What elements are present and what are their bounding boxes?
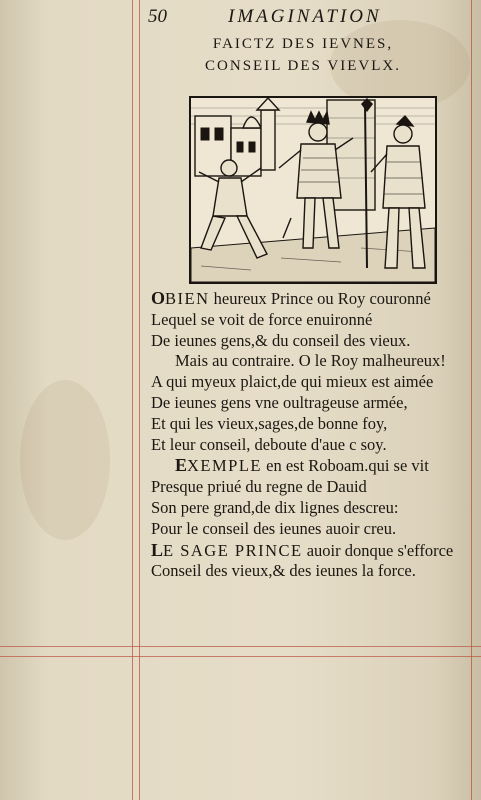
running-title: IMAGINATION [228, 6, 382, 27]
verse-smallcaps: BIEN [165, 289, 210, 308]
verse-line [151, 435, 476, 456]
verse-line [151, 561, 476, 582]
verse-initial: O [151, 288, 166, 308]
verse-line [151, 540, 476, 562]
verse-line [151, 455, 476, 477]
verse-text: Lequel se voit de force enuironné [151, 309, 373, 329]
verse-text: en est Roboam.qui se vit [262, 456, 429, 476]
verse-text: heureux Prince ou Roy couronné [209, 289, 431, 308]
verse-text: Et qui les vieux,sages,de bonne foy, [151, 413, 388, 433]
motto-line-1: FAICTZ DES IEVNES, [212, 36, 394, 52]
verse-line [151, 288, 476, 310]
woodcut-illustration [189, 96, 437, 284]
verse-block [151, 288, 476, 582]
verse-line [151, 477, 476, 498]
margin-rule-left-inner [139, 0, 140, 800]
verse-smallcaps: E SAGE PRINCE [163, 540, 303, 560]
verse-text: Presque priué du regne de Dauid [151, 477, 367, 497]
margin-rule-left [132, 0, 133, 800]
verse-text: Mais au contraire. O le Roy malheureux! [175, 351, 446, 371]
verse-text: A qui myeux plaict,de qui mieux est aimée [151, 372, 434, 392]
motto-line-2: CONSEIL DES VIEVLX. [205, 58, 401, 74]
page-number: 50 [148, 6, 167, 27]
woodcut-drawing [191, 98, 435, 282]
verse-text: Son pere grand,de dix lignes descreu: [151, 497, 399, 517]
verse-text: De ieunes gens,& du conseil des vieux. [151, 330, 411, 350]
verse-text: Pour le conseil des ieunes auoir creu. [151, 518, 397, 538]
verse-text: auoir donque s'efforce [302, 540, 454, 560]
verse-smallcaps: XEMPLE [187, 456, 263, 476]
paper-stain [20, 380, 110, 540]
verse-initial: L [151, 539, 164, 560]
verse-line [151, 414, 476, 435]
margin-rule-bottom-inner [0, 656, 481, 657]
verse-text: Et leur conseil, deboute d'aue c soy. [151, 434, 387, 454]
margin-rule-bottom [0, 646, 481, 647]
verse-initial: E [175, 455, 188, 476]
verse-line [151, 351, 476, 372]
verse-line [151, 393, 476, 414]
verse-line [151, 519, 476, 540]
verse-line [151, 310, 476, 331]
verse-line [151, 331, 476, 352]
verse-text: Conseil des vieux,& des ieunes la force. [151, 561, 416, 581]
verse-line [151, 498, 476, 519]
verse-text: De ieunes gens vne oultrageuse armée, [151, 392, 408, 412]
verse-line [151, 372, 476, 393]
